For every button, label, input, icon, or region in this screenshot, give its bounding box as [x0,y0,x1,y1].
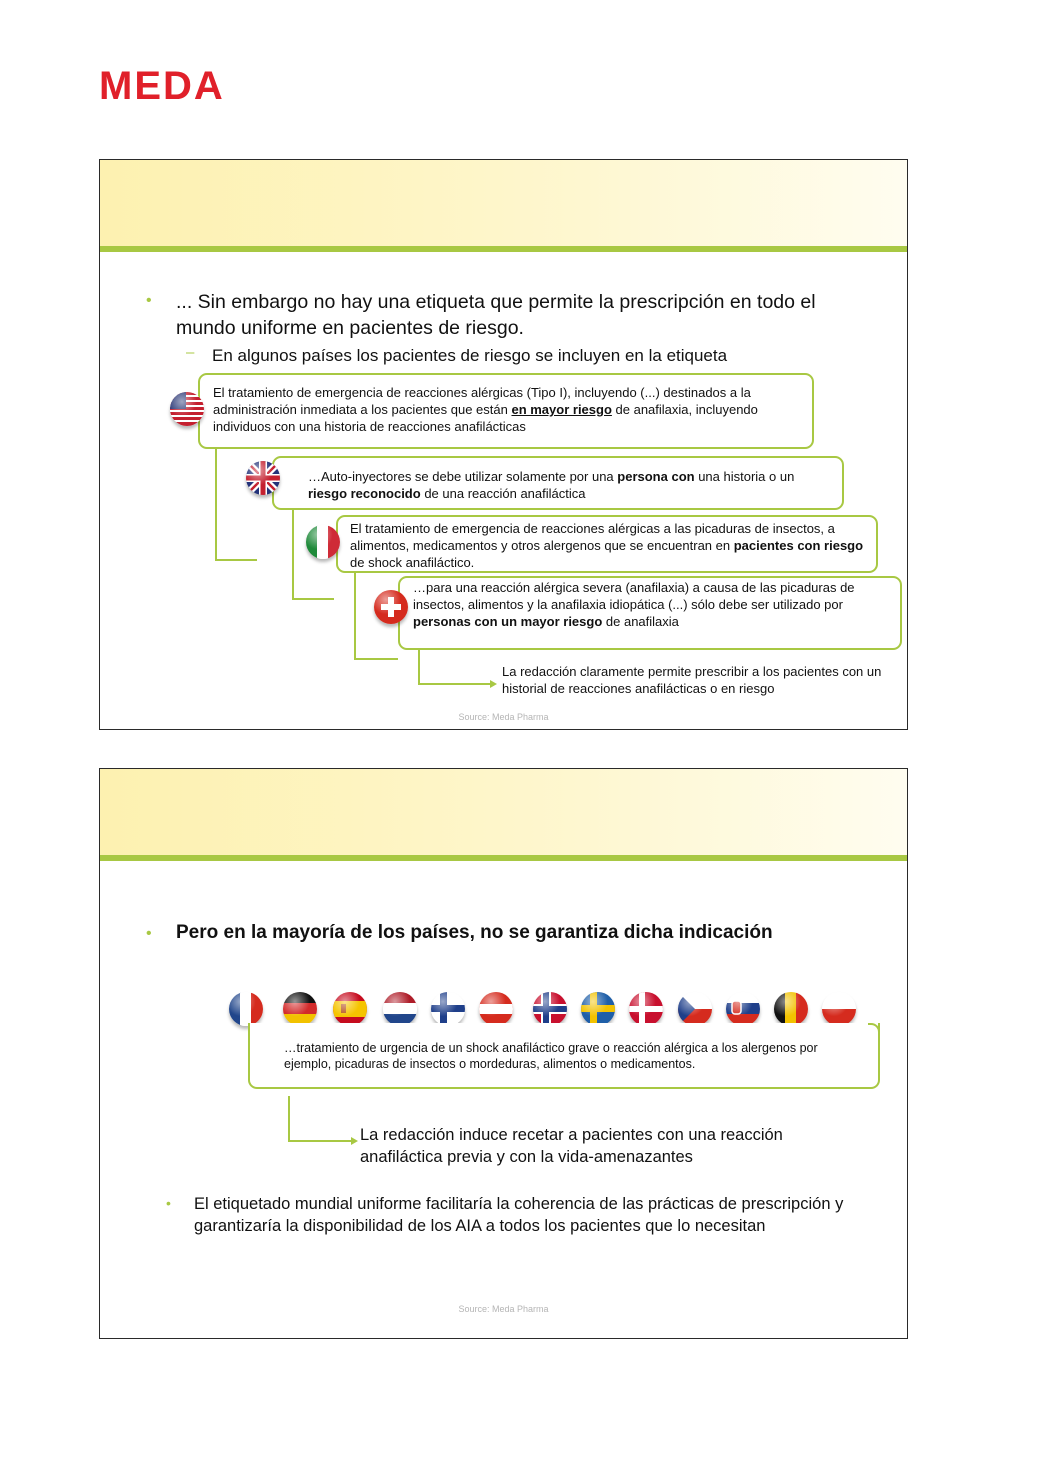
uk-text-part: …Auto-inyectores se debe utilizar solamente por una [308,469,618,484]
italy-flag-icon [306,525,340,559]
arrow-head [351,1137,358,1145]
ch-text-part: …para una reacción alérgica severa (anafilaxia) a causa de las picaduras de insectos, alimentos y la anafilaxia idiopática (...) sólo debe ser utilizado por [413,580,855,612]
it-text-part: de shock anafiláctico. [350,555,475,570]
bullet-dot: • [146,292,152,309]
conclusion-text: La redacción induce recetar a pacientes con una reacción anafiláctica previa y con la vida-amenazantes [360,1126,783,1166]
logo-text: MEDA [99,66,225,102]
title-band-line [100,855,907,861]
denmark-flag-icon [629,992,663,1026]
norway-flag-icon [533,992,567,1026]
uk-flag-icon [246,461,280,495]
switzerland-flag-icon [374,590,408,624]
usa-flag-icon [170,392,204,426]
uk-text-bold: persona con [617,469,695,484]
bullet-dot: • [166,1195,171,1211]
sub-bullet-text: En algunos países los pacientes de riesgo se incluyen en la etiqueta [212,346,728,365]
us-text-part: El tratamiento de emergencia de reacciones alérgicas (Tipo I), incluyendo (...) destinados a la administración inmediata a los pacientes que están [213,385,751,417]
spain-flag-icon [333,992,367,1026]
uk-text-part: una historia o un [694,469,795,484]
france-flag-icon [229,992,263,1026]
italy-label-text [350,520,875,571]
ch-text-part: de anafilaxia [602,614,679,629]
bullet-dot: • [146,925,152,942]
meda-logo [99,66,241,102]
austria-flag-icon [479,992,513,1026]
poland-flag-icon [822,992,856,1026]
us-text-bold: en mayor riesgo [511,402,612,417]
main-bullet-text: ... Sin embargo no hay una etiqueta que permite la prescripción en todo el mundo uniforme en pacientes de riesgo. [176,291,816,339]
connector-conclusion [288,1096,354,1142]
switzerland-label-text [413,579,893,630]
main-bullet-text: Pero en la mayoría de los países, no se garantiza dicha indicación [176,922,773,943]
source-note: Source: Meda Pharma [458,1304,549,1314]
netherlands-flag-icon [383,992,417,1026]
connector-ch [418,650,492,685]
slovakia-flag-icon [726,992,760,1026]
finland-flag-icon [431,992,465,1026]
us-label-text [213,384,798,450]
uk-text-part: de una reacción anafiláctica [420,486,586,501]
source-note: Source: Meda Pharma [458,712,549,722]
uk-text-bold: riesgo reconocido [308,486,421,501]
sub-bullet-dash: – [186,344,195,361]
conclusion-text: La redacción claramente permite prescribir a los pacientes con un historial de reacciones anafilácticas o en riesgo [502,664,882,696]
czech-flag-icon [678,992,712,1026]
ch-text-bold: personas con un mayor riesgo [413,614,603,629]
second-bullet-text: El etiquetado mundial uniforme facilitaría la coherencia de las prácticas de prescripción y garantizaría la disponibilidad de los AIA a todos los pacientes que lo necesitan [194,1195,844,1235]
it-text-part: El tratamiento de emergencia de reacciones alérgicas a las picaduras de insectos, a alimentos, medicamentos y otros alergenos que se encuentran en [350,521,835,553]
uk-label-text [308,468,828,502]
us-text-part: de anafilaxia, incluyendo individuos con una historia de reacciones anafilácticas [213,402,758,434]
title-band [100,769,907,855]
slide-2 [99,768,908,1339]
connector-us [215,447,257,561]
slide-1 [99,159,908,730]
title-band [100,160,907,246]
it-text-bold: pacientes con riesgo [733,538,864,553]
title-band-line [100,246,907,252]
arrow-head [490,680,497,688]
germany-flag-icon [283,992,317,1026]
eu-label-text: …tratamiento de urgencia de un shock anafiláctico grave o reacción alérgica a los alergenos por ejemplo, picaduras de insectos o mordeduras, alimentos o medicamentos. [284,1041,818,1071]
sweden-flag-icon [581,992,615,1026]
belgium-flag-icon [774,992,808,1026]
